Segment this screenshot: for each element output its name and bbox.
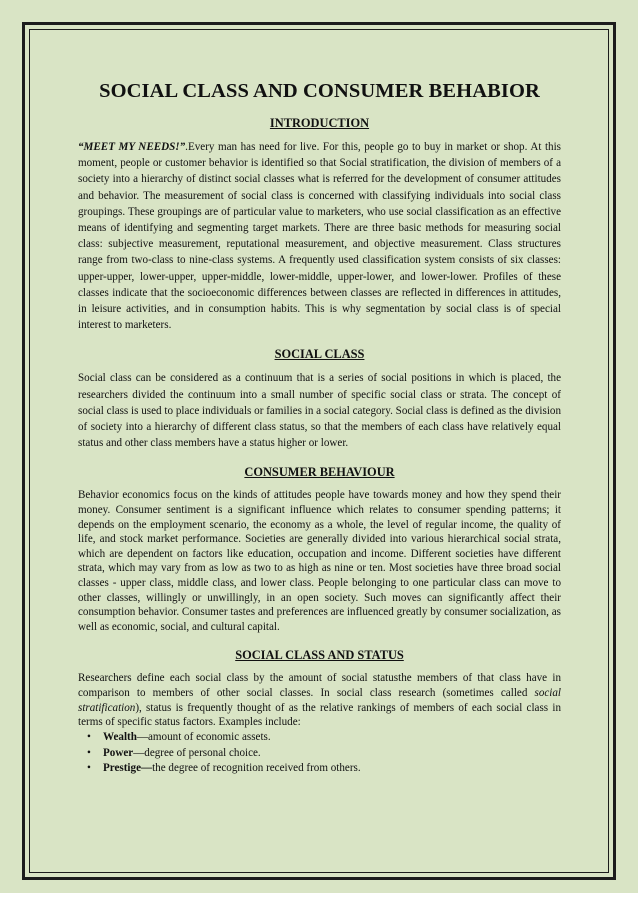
bullet-icon: •: [87, 762, 91, 775]
paragraph-introduction: [78, 139, 561, 333]
list-item-desc: the degree of recognition received from others.: [152, 762, 361, 775]
list-item-term: Prestige—: [103, 762, 153, 775]
heading-social-class: SOCIAL CLASS: [274, 347, 365, 362]
list-item-desc: —amount of economic assets.: [136, 730, 271, 743]
list-item-term: Power: [103, 746, 134, 759]
bullet-icon: •: [87, 730, 91, 743]
document-title: SOCIAL CLASS AND CONSUMER BEHABIOR: [99, 80, 540, 102]
heading-introduction: INTRODUCTION: [269, 116, 370, 130]
intro-lead-quote: “MEET MY NEEDS!”: [78, 141, 186, 153]
status-text-before: Researchers define each social class by the amount of social statusthe members of that class have in comparison to members of other social classes. In social class research (sometimes called: [78, 672, 561, 699]
paragraph-consumer-behaviour: Behavior economics focus on the kinds of attitudes people have towards money and how they spend their money. Consumer sentiment is a significant influence which relates to consumer spending patterns; it depends on the employment scenario, the economy as a whole, the level of regular income, the quality of life, and stock market performance. Societies are generally divided into various hierarchical social strata, which are dependent on factors like education, occupation and income. Different societies have different strata, which may vary from as low as two to as high as nine or ten. Most societies have three broad social classes - upper class, middle class, and lower class. People belonging to one particular class can move to other classes, willingly or unwillingly, in an open society. Such moves can significantly affect their consumption behavior. Consumer tastes and preferences are influenced greatly by consumer socialization, as well as economic, social, and cultural capital.: [78, 489, 561, 633]
status-text-after: ), status is frequently thought of as the relative rankings of members of each social class in terms of specific status factors. Examples include:: [78, 701, 561, 729]
heading-consumer-behaviour: CONSUMER BEHAVIOUR: [244, 465, 395, 480]
list-item: [87, 761, 561, 777]
list-item-desc: —degree of personal choice.: [133, 746, 261, 759]
bullet-icon: •: [87, 746, 91, 759]
list-item: [87, 730, 561, 746]
status-text-italic: social stratification: [78, 686, 561, 714]
list-item-term: Wealth: [103, 730, 137, 743]
page-bottom-margin: [0, 893, 638, 903]
status-factors-list: [78, 730, 561, 777]
document-body: [78, 74, 561, 777]
paragraph-social-class-status: [78, 671, 561, 729]
list-item: [87, 746, 561, 762]
paragraph-social-class: Social class can be considered as a continuum that is a series of social positions in which is placed, the researchers divided the continuum into a small number of specific social class or strata. The concept of social class is used to place individuals or families in a social category. Social class is defined as the division of society into a hierarchy of different class status, so that the members of each class have relatively equal status and other class members have a status higher or lower.: [78, 372, 561, 450]
heading-social-class-status: SOCIAL CLASS AND STATUS: [235, 648, 404, 663]
intro-text: .Every man has need for live. For this, people go to buy in market or shop. At this moment, people or customer behavior is identified so that Social stratification, the division of members of a society into a hierarchy of distinct social classes what is referred for the development of consumer attitudes and behavior. The measurement of social class is concerned with classifying individuals into social class groupings. These groupings are of particular value to marketers, who use social classification as an effective means of identifying and segmenting target markets. There are three basic methods for measuring social class: subjective measurement, reputational measurement, and objective measurement. Class structures range from two-class to nine-class systems. A frequently used classification system consists of six classes: upper-upper, lower-upper, upper-middle, lower-middle, upper-lower, and lower-lower. Profiles of these classes indicate that the socioeconomic differences between classes are reflected in differences in attitudes, in leisure activities, and in consumption habits. This is why segmentation by social class is of special interest to marketers.: [78, 141, 561, 332]
